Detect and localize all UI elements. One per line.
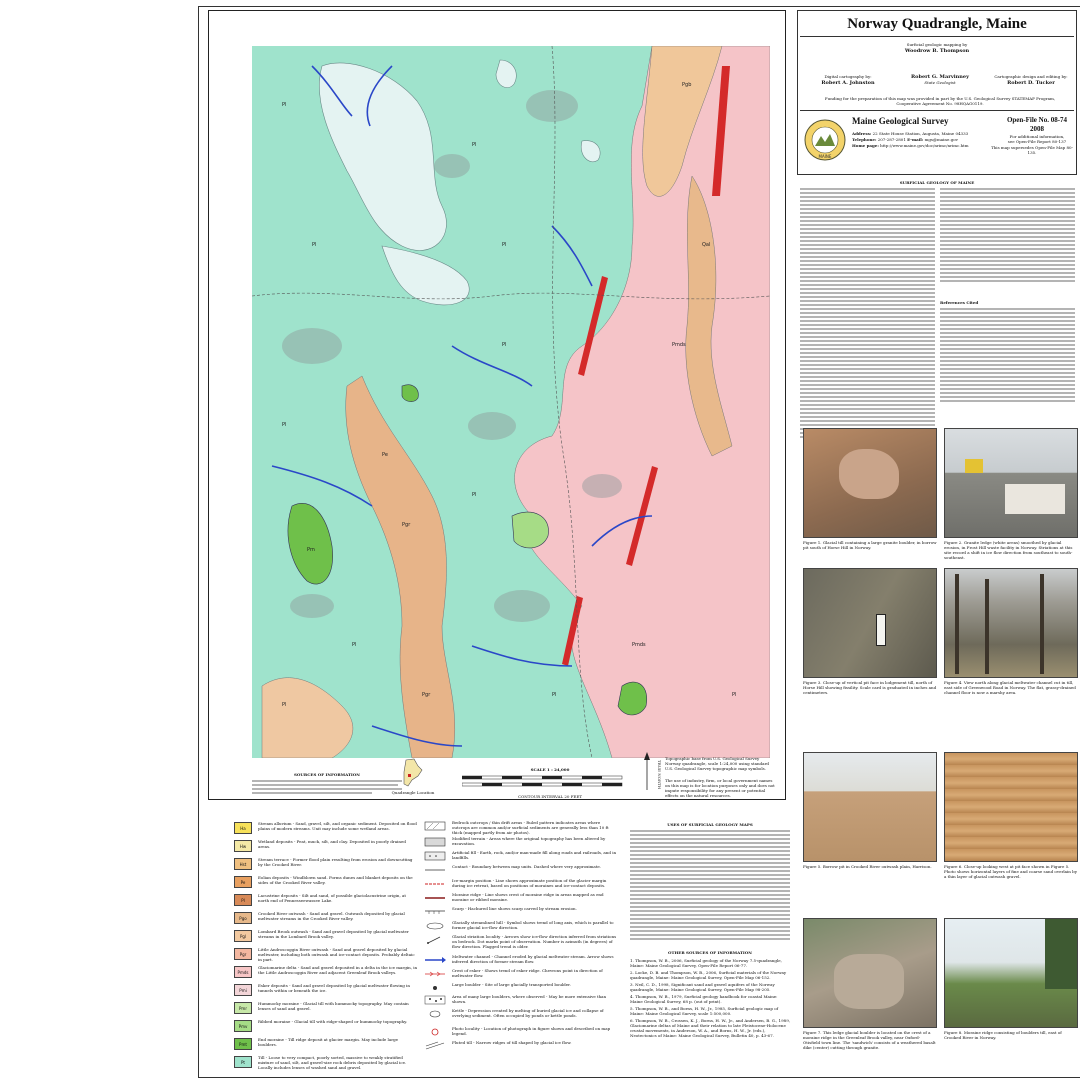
true-north-label: TRUE NORTH xyxy=(657,760,662,790)
unit-swatch: Pmt xyxy=(234,1038,252,1050)
unit-description: Little Androscoggin River outwash - Sand and gravel deposited by glacial meltwater, including both outwash and ice-contact deposits. Probably deltaic in part. xyxy=(258,947,415,962)
meltwater-channel-icon xyxy=(424,955,446,965)
scale-bar-icon xyxy=(462,774,632,792)
photo-locality-icon xyxy=(424,1027,446,1037)
telephone-label: Telephone: xyxy=(852,137,877,142)
legend-unit-row xyxy=(234,946,420,964)
unit-swatch: Pt xyxy=(234,1056,252,1068)
symbol-row xyxy=(424,1008,620,1022)
unit-label: Pl xyxy=(312,242,317,248)
info-line-3: This map supersedes Open-File Map 80-135. xyxy=(991,145,1073,155)
legend-unit-row xyxy=(234,838,420,856)
symbol-row xyxy=(424,954,620,968)
scarp-icon xyxy=(424,907,446,917)
refs-list xyxy=(940,308,1075,418)
unit-description: Hummocky moraine - Glacial till with hummocky topography. May contain lenses of sand and gravel. xyxy=(258,1001,409,1011)
geologist-role: State Geologist xyxy=(924,80,956,85)
mapper-name: Woodrow B. Thompson xyxy=(904,48,970,54)
symbol-row xyxy=(424,820,620,834)
legend-unit-row xyxy=(234,910,420,928)
quad-location-label: Quadrangle Location xyxy=(391,790,435,795)
symbol-row xyxy=(424,836,620,850)
figure-4-caption: Figure 4. View north along glacial meltwater channel cut in till, east side of Greenwood Road in Norway. The flat, grassy-drained channel floor is now a marshy area. xyxy=(944,680,1076,695)
unit-swatch: Pmr xyxy=(234,1002,252,1014)
essay-column-1 xyxy=(800,188,935,448)
unit-description: Crooked River outwash - Sand and gravel. Outwash deposited by glacial meltwater streams in the Crooked River valley. xyxy=(258,911,405,921)
figure-2-photo[interactable] xyxy=(944,428,1078,538)
symbol-description: Large boulder - Site of large glacially transported boulder. xyxy=(452,982,571,987)
address: 22 State House Station, Augusta, Maine 04333 xyxy=(872,131,969,136)
symbol-row xyxy=(424,1040,620,1054)
contour-interval: CONTOUR INTERVAL 20 FEET xyxy=(517,794,583,799)
unit-label: Pm xyxy=(307,547,315,553)
thin-drift-5 xyxy=(494,590,550,622)
seal-text: MAINE xyxy=(818,154,832,159)
unit-description: Stream terrace - Former flood plain resulting from erosion and downcutting by the Crooked River. xyxy=(258,857,413,867)
unit-label: Pl xyxy=(732,692,737,698)
unit-description: Esker deposits - Sand and gravel deposited by glacial meltwater flowing in tunnels within or beneath the ice. xyxy=(258,983,410,993)
mgs-seal-icon xyxy=(803,118,847,162)
symbol-description: Glacially streamlined hill - Symbol shows trend of long axis, which is parallel to former glacial ice-flow direction. xyxy=(452,920,614,930)
figure-7-photo[interactable] xyxy=(803,918,937,1028)
fluted-till-icon xyxy=(424,1041,446,1051)
legend-unit-row xyxy=(234,964,420,982)
refs-title: References Cited xyxy=(940,300,979,305)
uses-title: USES OF SURFICIAL GEOLOGY MAPS xyxy=(667,822,753,827)
sources-block xyxy=(252,772,402,796)
symbol-description: Bedrock outcrops / thin drift areas - Ruled pattern indicates areas where outcrops are common and/or surficial sediments are generally less than 10 ft thick (mapped partly from air photos). xyxy=(452,820,609,835)
symbol-row xyxy=(424,920,620,934)
unit-label: Pl xyxy=(472,142,477,148)
unit-description: Lombard Brook outwash - Sand and gravel deposited by glacial meltwater streams in the Lombard Brook valley. xyxy=(258,929,409,939)
figure-5-caption: Figure 5. Borrow pit in Crooked River outwash plain, Harrison. xyxy=(803,864,932,869)
figure-5-photo[interactable] xyxy=(803,752,937,862)
figure-3-photo[interactable] xyxy=(803,568,937,678)
digital-name: Robert A. Johnston xyxy=(821,80,875,86)
symbol-description: Glacial striation locality - Arrows show ice-flow direction inferred from striations on bedrock. Dot marks point of observation. Number is azimuth (in degrees) of flow direction. Flagged trend is older. xyxy=(452,934,617,949)
survey-name: Maine Geological Survey xyxy=(852,116,949,126)
unit-swatch: Pgl xyxy=(234,930,252,942)
unit-label: Pl xyxy=(282,702,287,708)
symbol-description: Contact - Boundary between map units. Dashed where very approximate. xyxy=(452,864,602,869)
source-item: 5. Thompson, W. B., and Borns, H. W., Jr., 1985, Surficial geologic map of Maine: Maine Geological Survey, scale 1:500,000. xyxy=(630,1006,779,1016)
unit-swatch: Ha xyxy=(234,822,252,834)
symbol-description: Moraine ridge - Line shows crest of moraine ridge in areas mapped as end moraine or ribbed moraine. xyxy=(452,892,604,902)
unit-description: Ribbed moraine - Glacial till with ridge-shaped or hummocky topography. xyxy=(258,1019,408,1024)
streamlined-hill-icon xyxy=(424,921,446,931)
symbol-description: Crest of esker - Shows trend of esker ridge. Chevrons point in direction of meltwater flow. xyxy=(452,968,603,978)
legend-symbols xyxy=(424,820,620,1070)
unit-label: Pl xyxy=(282,422,287,428)
symbol-description: Kettle - Depression created by melting of buried glacial ice and collapse of overlying sediment. Often occupied by ponds or kettle ponds. xyxy=(452,1008,604,1018)
moraine-ridge-icon xyxy=(424,893,446,903)
thin-drift-4 xyxy=(290,594,334,618)
artificial-fill-icon xyxy=(424,851,446,861)
open-file-year: 2008 xyxy=(1030,125,1044,133)
legend-unit-row xyxy=(234,1054,420,1072)
figure-7-caption: Figure 7. This ledge glacial boulder is located on the crest of a moraine ridge in the Greenleaf Brook valley, near Oxford-Otisfield town line. The 'sandwich' consists of a weathered basalt dike (center) cutting through granite. xyxy=(803,1030,936,1050)
unit-label: Pgr xyxy=(402,522,411,528)
carto-name: Robert D. Tucker xyxy=(1007,80,1055,86)
symbol-description: Photo locality - Location of photograph in figure shown and described on map legend. xyxy=(452,1026,611,1036)
legend-unit-row xyxy=(234,1036,420,1054)
email-link[interactable]: mgs@maine.gov xyxy=(924,137,958,142)
figure-6-photo[interactable] xyxy=(944,752,1078,862)
unit-description: Till - Loose to very compact, poorly sorted, massive to weakly stratified mixture of sand, silt, and gravel-size rock debris deposited by glacial ice. Locally includes lenses of washed sand and gravel. xyxy=(258,1055,407,1070)
open-file-number: Open-File No. 08-74 xyxy=(1006,116,1068,124)
thin-drift-icon xyxy=(424,821,446,831)
symbol-row xyxy=(424,968,620,982)
mapping-line: Surficial geologic mapping by xyxy=(906,42,968,47)
thin-drift-6 xyxy=(434,154,470,178)
unit-swatch: Hw xyxy=(234,840,252,852)
maine-location-icon xyxy=(396,758,424,788)
unit-label: Pgr xyxy=(422,692,431,698)
contact-line-icon xyxy=(424,865,446,875)
figure-1-caption: Figure 1. Glacial till containing a large granite boulder, in borrow pit south of Horse Hill in Norway. xyxy=(803,540,937,550)
legend-unit-row xyxy=(234,1000,420,1018)
unit-label: Pl xyxy=(502,242,507,248)
legend-units xyxy=(234,820,420,1070)
kettle-icon xyxy=(424,1009,446,1019)
symbol-description: Scarp - Hachured line shows scarp carved by stream erosion. xyxy=(452,906,577,911)
unit-label: Pl xyxy=(352,642,357,648)
thin-drift-3 xyxy=(468,412,516,440)
symbol-description: Artificial fill - Earth, rock, and/or man-made fill along roads and railroads, and in landfills. xyxy=(452,850,617,860)
unit-swatch: Pe xyxy=(234,876,252,888)
symbol-row xyxy=(424,864,620,878)
other-sources-list xyxy=(630,958,790,1040)
large-boulder-icon xyxy=(424,983,446,993)
legend-unit-row xyxy=(234,982,420,1000)
carto-label: Cartographic design and editing by: xyxy=(994,74,1068,79)
unit-description: Glaciomarine delta - Sand and gravel deposited in a delta in the ice margin, in the Little Androscoggin River and adjacent Greenleaf Brook valleys. xyxy=(258,965,418,975)
unit-swatch: Pgo xyxy=(234,912,252,924)
scale-label: SCALE 1 : 24,000 xyxy=(530,767,570,772)
unit-description: Stream alluvium - Sand, gravel, silt, and organic sediment. Deposited on flood plains of modern streams. Unit may include some wetland areas. xyxy=(258,821,417,831)
unit-swatch: Hst xyxy=(234,858,252,870)
symbol-row xyxy=(424,1026,620,1040)
unit-label: Qal xyxy=(702,242,711,248)
figure-4-photo[interactable] xyxy=(944,568,1078,678)
address-label: Address: xyxy=(852,131,872,136)
homepage-line xyxy=(852,143,1002,148)
source-item: 4. Thompson, W. B., 1979, Surficial geology handbook for coastal Maine: Maine Geological Survey, 68 p. (out of print). xyxy=(630,994,778,1004)
geologist-name: Robert G. Marvinney xyxy=(911,74,969,80)
essay-title: SURFICIAL GEOLOGY OF MAINE xyxy=(899,180,975,185)
symbol-description: Area of many large boulders, where observed - May be more extensive than shown. xyxy=(452,994,607,1004)
digital-label: Digital cartography by: xyxy=(824,74,872,79)
legend-unit-row xyxy=(234,874,420,892)
unit-swatch: Pmi xyxy=(234,984,252,996)
divider xyxy=(800,110,1074,111)
unit-swatch: Pgr xyxy=(234,948,252,960)
info-line-2: see Open-File Report 80-137 xyxy=(1007,139,1067,144)
unit-description: Lacustrine deposits - Silt and sand, of possible glaciolacustrine origin, at north end of Pennesseewassee Lake. xyxy=(258,893,407,903)
unit-label: Pmds xyxy=(672,342,686,348)
unit-swatch: Pl xyxy=(234,894,252,906)
symbol-description: Fluted till - Narrow ridges of till shaped by glacial ice flow. xyxy=(452,1040,572,1045)
symbol-row xyxy=(424,906,620,920)
thin-drift-2 xyxy=(282,328,342,364)
source-item: 6. Thompson, W. B., Crossen, K. J., Borns, H. W., Jr., and Andersen, B. G., 1989, Glaciomarine deltas of Maine and their relation to late Pleistocene-Holocene crustal movements, in Anderson, W. A., and Borns, H. W., Jr. (eds.), Neotectonics of Maine: Maine Geological Survey, Bulletin 40, p. 43-67. xyxy=(630,1018,791,1038)
figure-1-photo[interactable] xyxy=(803,428,937,538)
figure-3-caption: Figure 3. Close-up of vertical pit face in lodgement till, north of Horse Hill showing fissility. Scale card is graduated in inches and centimeters. xyxy=(803,680,937,695)
unit-description: End moraine - Till ridge deposit at glacier margin. May include large boulders. xyxy=(258,1037,399,1047)
esker-crest-icon xyxy=(424,969,446,979)
figure-8-photo[interactable] xyxy=(944,918,1078,1028)
symbol-row xyxy=(424,878,620,892)
symbol-row xyxy=(424,934,620,948)
unit-label: Pe xyxy=(382,452,388,458)
funding-note: Funding for the preparation of this map was provided in part by the U.S. Geological Survey STATEMAP Program, Cooperative Agreement No. 98HQAG0119. xyxy=(824,96,1056,106)
moraine-2 xyxy=(512,512,549,548)
unit-label: Pl xyxy=(502,342,507,348)
unit-swatch: Pmv xyxy=(234,1020,252,1032)
unit-description: Wetland deposits - Peat, muck, silt, and clay. Deposited in poorly drained areas. xyxy=(258,839,406,849)
end-moraine-3 xyxy=(618,682,647,715)
source-item: 1. Thompson, W. B., 2006, Surficial geology of the Norway 7.5-quadrangle, Maine: Maine Geological Survey, Open-File Report 06-77. xyxy=(630,958,782,968)
geologic-map[interactable] xyxy=(252,46,770,758)
source-item: 3. Neil, C. D., 1998, Significant sand and gravel aquifers of the Norway quadrangle, Maine: Maine Geological Survey, Open-File Map 98-205. xyxy=(630,982,775,992)
legend-unit-row xyxy=(234,820,420,838)
symbol-description: Ice-margin position - Line shows approximate position of the glacier margin during ice retreat, based on positions of moraines and ice-contact deposits. xyxy=(452,878,607,888)
symbol-row xyxy=(424,850,620,864)
unit-label: Pl xyxy=(472,492,477,498)
unit-label: Pl xyxy=(282,102,287,108)
use-note: The use of industry, firm, or local government names on this map is for location purposes only and does not impute responsibility for any present or potential effects on the natural resources. xyxy=(665,778,775,798)
address-line xyxy=(852,131,1002,136)
thin-drift-1 xyxy=(526,90,578,122)
unit-label: Pmds xyxy=(632,642,646,648)
essay-column-2 xyxy=(940,188,1075,298)
legend-unit-row xyxy=(234,856,420,874)
striation-icon xyxy=(424,935,446,945)
figure-8-caption: Figure 8. Moraine ridge consisting of boulders till, east of Crooked River in Norway. xyxy=(944,1030,1062,1040)
info-line-1: For additional information, xyxy=(1009,134,1065,139)
legend-unit-row xyxy=(234,892,420,910)
email-label: E-mail: xyxy=(907,137,924,142)
unit-description: Eolian deposits - Windblown sand. Forms dunes and blanket deposits on the sides of the Crooked River valley. xyxy=(258,875,413,885)
divider xyxy=(800,36,1074,37)
symbol-row xyxy=(424,892,620,906)
symbol-row xyxy=(424,994,620,1008)
legend-unit-row xyxy=(234,1018,420,1036)
unit-swatch: Pmds xyxy=(234,966,252,978)
other-sources-title: OTHER SOURCES OF INFORMATION xyxy=(668,950,752,955)
ice-margin-icon xyxy=(424,879,446,889)
phone-line xyxy=(852,137,1002,142)
unit-label: Pl xyxy=(552,692,557,698)
symbol-description: Modified terrain - Areas where the original topography has been altered by excavation. xyxy=(452,836,606,846)
legend-unit-row xyxy=(234,928,420,946)
homepage-label: Home page: xyxy=(852,143,879,148)
figure-2-caption: Figure 2. Granite ledge (white areas) smoothed by glacial erosion, in Frost Hill waste facility in Norway. Striations at this site record a shift in ice flow direction from southeast to south-southeast. xyxy=(944,540,1073,560)
boulder-area-icon xyxy=(424,995,446,1005)
unit-label: Pgb xyxy=(682,82,692,88)
quad-title: Norway Quadrangle, Maine xyxy=(847,16,1027,32)
homepage-link[interactable]: http://www.maine.gov/doc/nrimc/nrimc.htm xyxy=(880,143,969,148)
topo-note: Topographic base from U.S. Geological Survey Norway quadrangle, scale 1:24,000 using standard U.S. Geological Survey topographic map symbols. xyxy=(665,756,769,771)
sources-title: SOURCES OF INFORMATION xyxy=(294,772,360,777)
uses-text xyxy=(630,830,790,950)
figure-6-caption: Figure 6. Close-up looking west at pit face shown in Figure 5. Photo shows horizontal layers of fine and coarse sand overlain by a thin layer of glacial outwash gravel. xyxy=(944,864,1077,879)
thin-drift-7 xyxy=(582,474,622,498)
telephone: 207-287-2801 xyxy=(877,137,906,142)
modified-terrain-icon xyxy=(424,837,446,847)
symbol-description: Meltwater channel - Channel eroded by glacial meltwater stream. Arrow shows inferred direction of former stream flow. xyxy=(452,954,614,964)
source-item: 2. Locke, D. B. and Thompson, W. B., 2006, Surficial materials of the Norway quadrangle, Maine: Maine Geological Survey, Open-File Map 06-152. xyxy=(630,970,787,980)
